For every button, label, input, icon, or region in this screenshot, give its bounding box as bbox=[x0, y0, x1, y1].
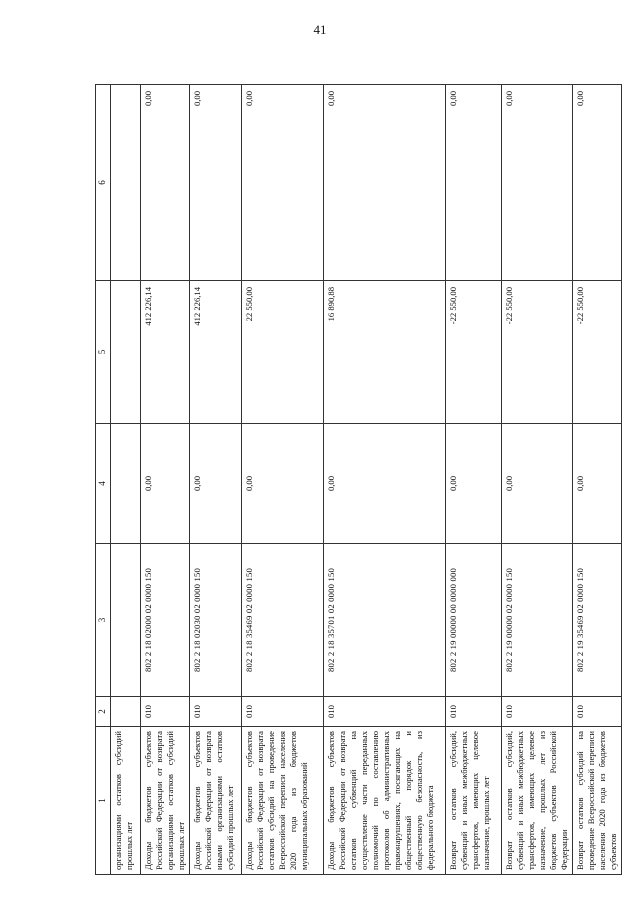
row-col5: -22 550,00 bbox=[445, 281, 501, 424]
row-col5: 412 226,14 bbox=[189, 281, 241, 424]
row-col4: 0,00 bbox=[140, 424, 189, 544]
rotated-table-wrapper bbox=[95, 85, 618, 875]
row-col6: 0,00 bbox=[572, 85, 621, 281]
row-name: Доходы бюджетов субъектов Российской Федерации от возврата остатков субвенций на осуществление части переданных полномочий по составлению протоколов об административных правонарушениях, посягающих на общественный порядок и общественную безопасность, из федерального бюджета bbox=[323, 727, 445, 875]
rotated-table-container bbox=[95, 85, 618, 875]
row-name: Возврат остатков субсидий, субвенций и иных межбюджетных трансфертов, имеющих целевое назначение, прошлых лет bbox=[445, 727, 501, 875]
row-kbk: 802 2 18 02000 02 0000 150 bbox=[140, 544, 189, 697]
table-row bbox=[323, 85, 445, 875]
row-kbk: 802 2 19 00000 00 0000 000 bbox=[445, 544, 501, 697]
column-header: 4 bbox=[96, 424, 111, 544]
row-kbk: 802 2 18 02030 02 0000 150 bbox=[189, 544, 241, 697]
table-row bbox=[501, 85, 572, 875]
row-col4: 0,00 bbox=[501, 424, 572, 544]
column-header: 2 bbox=[96, 697, 111, 727]
row-code bbox=[110, 697, 140, 727]
row-name: Возврат остатков субсидий на проведение Всероссийской переписи населения 2020 года из бюджетов субъектов bbox=[572, 727, 621, 875]
row-name: Доходы бюджетов субъектов Российской Федерации от возврата иными организациями остатков субсидий прошлых лет bbox=[189, 727, 241, 875]
row-name: Доходы бюджетов субъектов Российской Федерации от возврата организациями остатков субсидий прошлых лет bbox=[140, 727, 189, 875]
table-row bbox=[241, 85, 323, 875]
row-col4: 0,00 bbox=[241, 424, 323, 544]
column-header: 6 bbox=[96, 85, 111, 281]
table-row bbox=[110, 85, 140, 875]
row-code: 010 bbox=[445, 697, 501, 727]
row-code: 010 bbox=[323, 697, 445, 727]
row-code: 010 bbox=[241, 697, 323, 727]
row-col5: 412 226,14 bbox=[140, 281, 189, 424]
row-kbk: 802 2 18 35701 02 0000 150 bbox=[323, 544, 445, 697]
header-row bbox=[96, 85, 111, 875]
table-row bbox=[140, 85, 189, 875]
row-col6: 0,00 bbox=[241, 85, 323, 281]
row-col6: 0,00 bbox=[445, 85, 501, 281]
row-col4: 0,00 bbox=[189, 424, 241, 544]
row-kbk: 802 2 19 35469 02 0000 150 bbox=[572, 544, 621, 697]
row-name: организациями остатков субсидий прошлых лет bbox=[110, 727, 140, 875]
row-col5 bbox=[110, 281, 140, 424]
row-col5: 22 550,00 bbox=[241, 281, 323, 424]
row-code: 010 bbox=[572, 697, 621, 727]
row-col4: 0,00 bbox=[323, 424, 445, 544]
row-col4: 0,00 bbox=[445, 424, 501, 544]
row-col6: 0,00 bbox=[501, 85, 572, 281]
column-header: 3 bbox=[96, 544, 111, 697]
row-col5: -22 550,00 bbox=[572, 281, 621, 424]
row-col6: 0,00 bbox=[189, 85, 241, 281]
row-name: Доходы бюджетов субъектов Российской Федерации от возврата остатков субсидий на проведение Всероссийской переписи населения 2020 года из бюджетов муниципальных образований bbox=[241, 727, 323, 875]
column-header: 1 bbox=[96, 727, 111, 875]
table-row bbox=[572, 85, 621, 875]
row-col4: 0,00 bbox=[572, 424, 621, 544]
row-col5: 16 890,88 bbox=[323, 281, 445, 424]
table-row bbox=[189, 85, 241, 875]
page-number: 41 bbox=[313, 22, 327, 37]
budget-table bbox=[95, 84, 622, 875]
row-name: Возврат остатков субсидий, субвенций и иных межбюджетных трансфертов, имеющих целевое назначение, прошлых лет из бюджетов субъектов Российской Федерации bbox=[501, 727, 572, 875]
column-header: 5 bbox=[96, 281, 111, 424]
row-col6 bbox=[110, 85, 140, 281]
row-kbk: 802 2 19 00000 02 0000 150 bbox=[501, 544, 572, 697]
row-col5: -22 550,00 bbox=[501, 281, 572, 424]
row-kbk bbox=[110, 544, 140, 697]
row-kbk: 802 2 18 35469 02 0000 150 bbox=[241, 544, 323, 697]
row-code: 010 bbox=[501, 697, 572, 727]
row-code: 010 bbox=[140, 697, 189, 727]
row-col6: 0,00 bbox=[323, 85, 445, 281]
table-row bbox=[445, 85, 501, 875]
row-col4 bbox=[110, 424, 140, 544]
row-code: 010 bbox=[189, 697, 241, 727]
row-col6: 0,00 bbox=[140, 85, 189, 281]
